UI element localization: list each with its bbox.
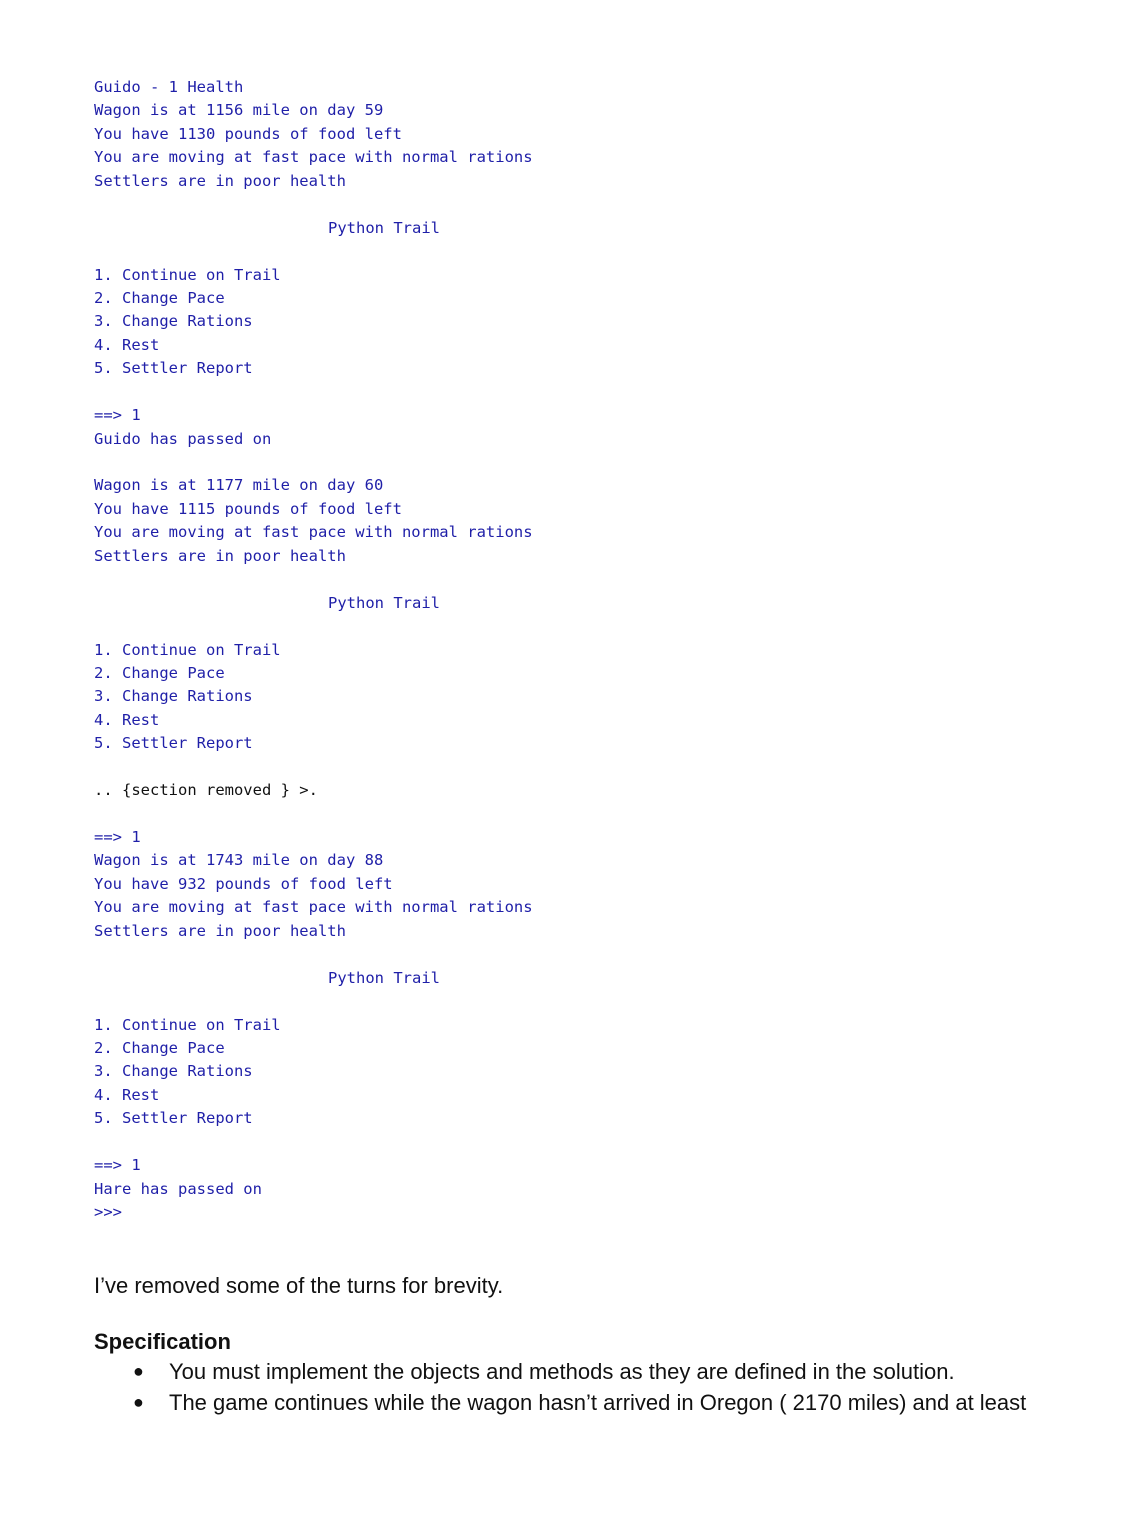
menu-item-change-pace: 2. Change Pace <box>94 663 225 682</box>
menu-item-continue: 1. Continue on Trail <box>94 1015 281 1034</box>
pace-rations-line: You are moving at fast pace with normal rations <box>94 148 533 167</box>
list-item <box>94 1356 1094 1387</box>
wagon-position-line: Wagon is at 1156 mile on day 59 <box>94 101 384 120</box>
shell-prompt: >>> <box>94 1203 122 1221</box>
menu-title: Python Trail <box>328 968 440 987</box>
settler-health-line: Guido - 1 Health <box>94 78 244 96</box>
prompt-input-line: ==> 1 <box>94 828 141 846</box>
menu-item-change-pace: 2. Change Pace <box>94 288 225 307</box>
food-left-line: You have 1115 pounds of food left <box>94 499 402 518</box>
food-left-line: You have 1130 pounds of food left <box>94 124 402 143</box>
menu-item-rest: 4. Rest <box>94 710 160 729</box>
menu-item-change-rations: 3. Change Rations <box>94 687 253 706</box>
wagon-position-line: Wagon is at 1743 mile on day 88 <box>94 851 384 870</box>
list-item-text: You must implement the objects and methods as they are defined in the solution. <box>169 1359 955 1384</box>
pace-rations-line: You are moving at fast pace with normal rations <box>94 898 533 917</box>
settlers-health-line: Settlers are in poor health <box>94 546 346 565</box>
menu-title: Python Trail <box>328 218 440 237</box>
bullet-icon: ● <box>133 1392 144 1412</box>
passed-on-line: Guido has passed on <box>94 429 272 448</box>
menu-item-change-pace: 2. Change Pace <box>94 1038 225 1057</box>
settlers-health-line: Settlers are in poor health <box>94 921 346 940</box>
menu-item-rest: 4. Rest <box>94 1085 160 1104</box>
food-left-line: You have 932 pounds of food left <box>94 874 393 893</box>
menu-item-continue: 1. Continue on Trail <box>94 640 281 659</box>
specification-list <box>94 1356 1094 1418</box>
document-prose <box>94 1272 1094 1418</box>
passed-on-line: Hare has passed on <box>94 1179 262 1198</box>
pace-rations-line: You are moving at fast pace with normal rations <box>94 523 533 542</box>
menu-item-change-rations: 3. Change Rations <box>94 1062 253 1081</box>
prompt-input-line: ==> 1 <box>94 1156 141 1175</box>
menu-item-settler-report: 5. Settler Report <box>94 359 253 378</box>
specification-heading: Specification <box>94 1329 231 1354</box>
bullet-icon: ● <box>133 1361 144 1381</box>
section-removed-note: .. {section removed } >. <box>94 781 318 800</box>
menu-title: Python Trail <box>328 593 440 612</box>
prompt-input-line: ==> 1 <box>94 406 141 425</box>
menu-item-continue: 1. Continue on Trail <box>94 265 281 284</box>
intro-paragraph: I’ve removed some of the turns for brevity. <box>94 1273 504 1298</box>
settlers-health-line: Settlers are in poor health <box>94 171 346 190</box>
menu-item-change-rations: 3. Change Rations <box>94 312 253 331</box>
console-output <box>94 76 533 1224</box>
list-item-text: The game continues while the wagon hasn’t arrived in Oregon ( 2170 miles) and at least <box>169 1390 1027 1415</box>
menu-item-settler-report: 5. Settler Report <box>94 734 253 753</box>
list-item <box>94 1387 1094 1418</box>
menu-item-settler-report: 5. Settler Report <box>94 1109 253 1128</box>
wagon-position-line: Wagon is at 1177 mile on day 60 <box>94 476 384 495</box>
menu-item-rest: 4. Rest <box>94 335 160 354</box>
